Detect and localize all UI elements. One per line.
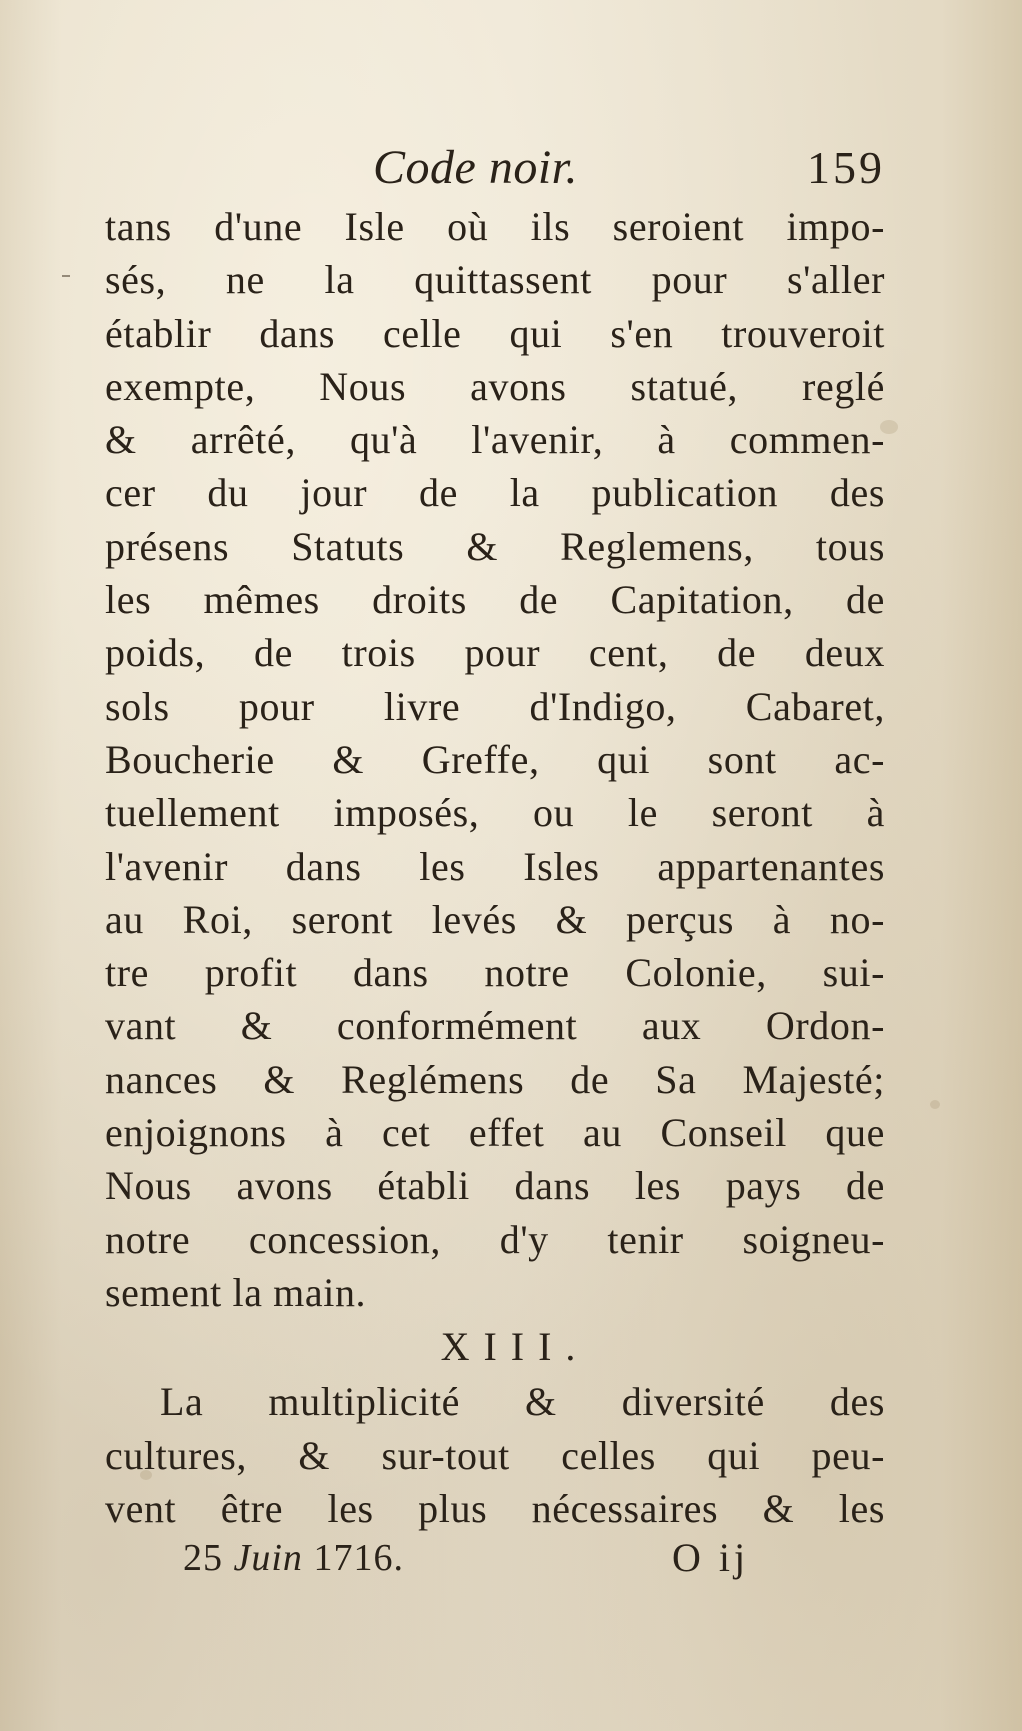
text-line: sement la main. bbox=[105, 1269, 367, 1315]
footer-date bbox=[183, 1528, 404, 1588]
page-number: 159 bbox=[807, 142, 885, 193]
page-footer bbox=[105, 1528, 885, 1588]
date-day: 25 bbox=[183, 1537, 223, 1579]
running-title: Code noir. bbox=[373, 141, 579, 194]
text-line: vant & conformément aux Ordon- bbox=[105, 1003, 885, 1049]
section-heading: XIII. bbox=[440, 1324, 590, 1370]
date-month: Juin bbox=[233, 1537, 303, 1579]
signature-mark: O ij bbox=[672, 1535, 750, 1580]
section-text-line: cultures, & sur-tout celles qui peu- bbox=[105, 1432, 885, 1478]
foxing-spot bbox=[930, 1100, 940, 1109]
text-line: & arrêté, qu'à l'avenir, à commen- bbox=[105, 417, 885, 463]
text-line: nances & Reglémens de Sa Majesté; bbox=[105, 1056, 885, 1102]
text-line: au Roi, seront levés & perçus à no- bbox=[105, 896, 885, 942]
text-line: tans d'une Isle où ils seroient impo- bbox=[105, 204, 885, 249]
date-year: 1716. bbox=[313, 1537, 404, 1579]
text-line: tre profit dans notre Colonie, sui- bbox=[105, 950, 885, 996]
text-line: présens Statuts & Reglemens, tous bbox=[105, 523, 885, 569]
text-line: établir dans celle qui s'en trouveroit bbox=[105, 310, 885, 356]
text-line: tuellement imposés, ou le seront à bbox=[105, 790, 885, 836]
text-line: exempte, Nous avons statué, reglé bbox=[105, 363, 885, 409]
text-line: l'avenir dans les Isles appartenantes bbox=[105, 843, 885, 889]
text-line: Nous avons établi dans les pays de bbox=[105, 1163, 885, 1209]
text-line: cer du jour de la publication des bbox=[105, 470, 885, 516]
text-line: notre concession, d'y tenir soigneu- bbox=[105, 1216, 885, 1262]
body-text bbox=[105, 200, 885, 1535]
section-text-line: vent être les plus nécessaires & les bbox=[105, 1485, 885, 1531]
text-line: sols pour livre d'Indigo, Cabaret, bbox=[105, 683, 885, 729]
text-line: Boucherie & Greffe, qui sont ac- bbox=[105, 736, 885, 782]
text-line: les mêmes droits de Capitation, de bbox=[105, 577, 885, 623]
text-line: sés, ne la quittassent pour s'aller bbox=[105, 257, 885, 303]
margin-mark bbox=[62, 275, 70, 277]
text-line: enjoignons à cet effet au Conseil que bbox=[105, 1110, 885, 1156]
text-line: poids, de trois pour cent, de deux bbox=[105, 630, 885, 676]
page-header bbox=[105, 138, 885, 198]
section-text-line: La multiplicité & diversité des bbox=[160, 1379, 885, 1425]
